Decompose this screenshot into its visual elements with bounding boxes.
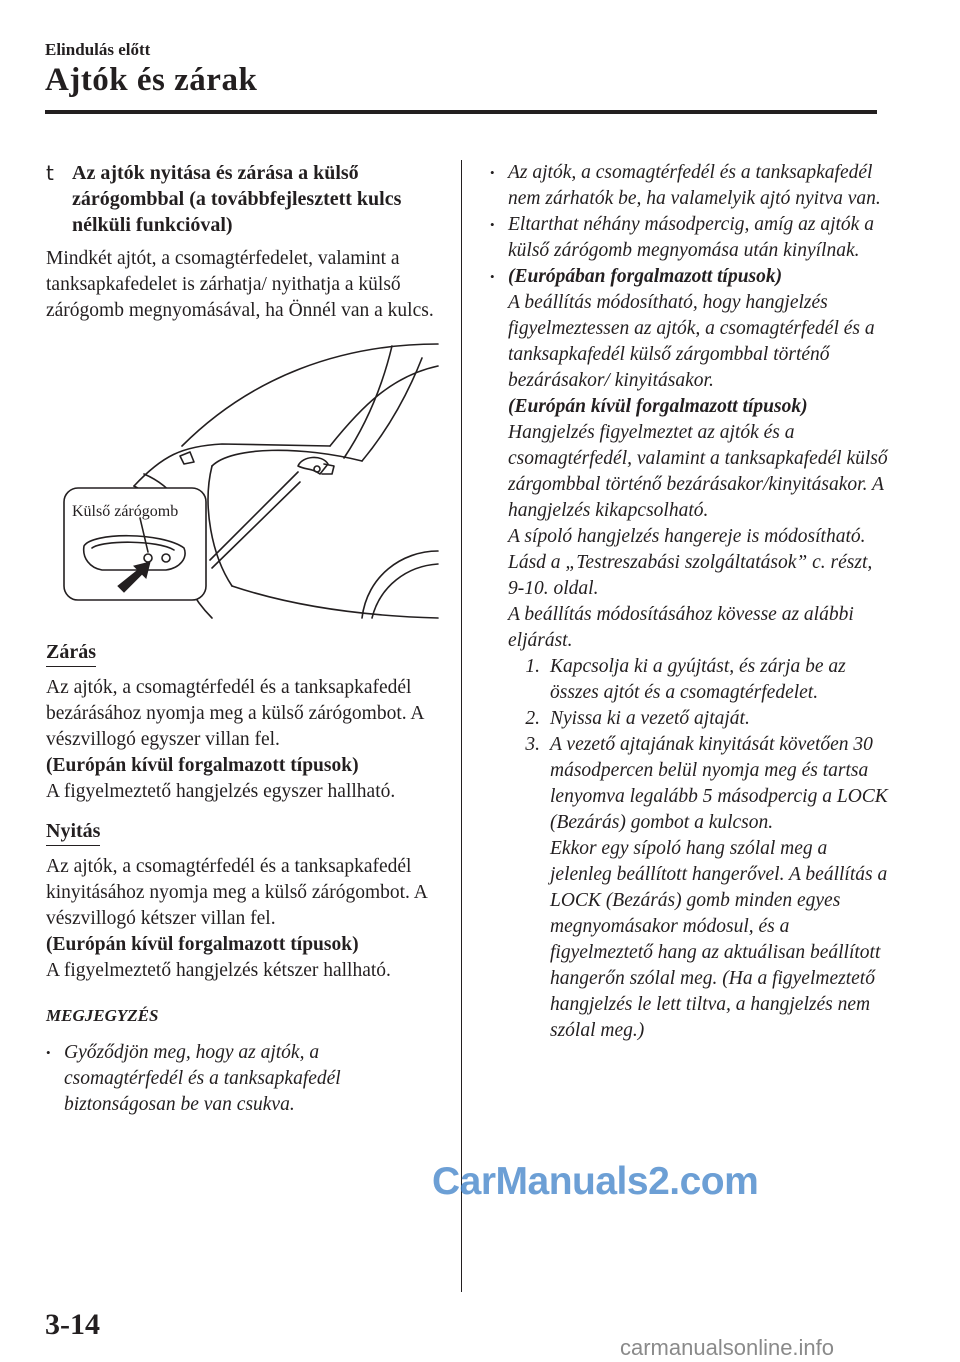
- eu-market-label: (Európában forgalmazott típusok): [508, 266, 783, 287]
- step-number: 1.: [525, 656, 540, 677]
- note-item: [46, 1040, 438, 1118]
- eu-market-text: A beállítás módosítható, hogy hangjelzés figyelmeztessen az ajtók, a csomagtérfedél és a tanksapkafedél külső zárgombbal történő bezárásakor/ kinyitásakor.: [508, 292, 875, 391]
- non-eu-market-text: Hangjelzés figyelmeztet az ajtók és a csomagtérfedél, valamint a tanksapkafedél külső zárgombbal történő bezárásakor/kinyitásakor. A hangjelzés kikapcsolható.: [508, 422, 888, 521]
- watermark-logo: CarManuals2.com: [432, 1160, 759, 1203]
- footer-site-link[interactable]: carmanualsonline.info: [620, 1335, 835, 1360]
- section-label: Elindulás előtt: [45, 40, 151, 59]
- procedure-step: [508, 732, 890, 1044]
- note-item: [490, 212, 890, 264]
- section-heading: [46, 160, 438, 238]
- opening-text: Az ajtók, a csomagtérfedél és a tanksapkafedél kinyitásához nyomja meg a külső zárógombot. A vészvillogó kétszer villan fel.: [46, 856, 427, 929]
- opening-subheading: Nyitás: [46, 819, 100, 846]
- step-number: 3.: [525, 734, 540, 755]
- note-item: [490, 160, 890, 212]
- bullet-dot-icon: •: [490, 165, 495, 180]
- note-item-text: Eltarthat néhány másodpercig, amíg az ajtók a külső zárógomb megnyomása után kinyílnak.: [508, 214, 874, 261]
- step-number: 2.: [525, 708, 540, 729]
- opening-market-label: (Európán kívül forgalmazott típusok): [46, 934, 359, 955]
- procedure-steps: [508, 654, 890, 1044]
- note-item-text: Az ajtók, a csomagtérfedél és a tanksapkafedél nem zárhatók be, ha valamelyik ajtó nyitva van.: [508, 162, 881, 209]
- header-rule: [45, 110, 877, 114]
- car-door-drawing: [62, 336, 442, 622]
- page-title: Ajtók és zárak: [45, 62, 258, 98]
- procedure-intro: A beállítás módosításához kövesse az alábbi eljárást.: [508, 604, 854, 651]
- left-column: [46, 160, 438, 1118]
- procedure-step: [508, 706, 890, 732]
- closing-market-text: A figyelmeztető hangjelzés egyszer hallható.: [46, 781, 396, 802]
- closing-subheading: Zárás: [46, 640, 96, 667]
- procedure-step: [508, 654, 890, 706]
- section-heading-text: Az ajtók nyitása és zárása a külső zárógombbal (a továbbfejlesztett kulcs nélküli funkcióval): [72, 162, 402, 236]
- non-eu-market-label: (Európán kívül forgalmazott típusok): [508, 396, 808, 417]
- note-item-text: Győződjön meg, hogy az ajtók, a csomagtérfedél és a tanksapkafedél biztonságosan be van csukva.: [64, 1042, 341, 1115]
- right-column: [490, 160, 890, 1044]
- column-divider: [461, 160, 462, 1292]
- page-number: 3-14: [45, 1308, 100, 1341]
- intro-paragraph: Mindkét ajtót, a csomagtérfedelet, valamint a tanksapkafedelet is zárhatja/ nyithatja a külső zárógomb megnyomásával, ha Önnél van a kulcs.: [46, 248, 434, 321]
- door-handle-illustration: [62, 336, 442, 622]
- opening-market-text: A figyelmeztető hangjelzés kétszer hallható.: [46, 960, 391, 981]
- note-heading: MEGJEGYZÉS: [46, 1006, 159, 1025]
- volume-text: A sípoló hangjelzés hangereje is módosítható. Lásd a „Testreszabási szolgáltatások” c. részt, 9-10. oldal.: [508, 526, 873, 599]
- bullet-dot-icon: •: [46, 1045, 51, 1060]
- closing-text: Az ajtók, a csomagtérfedél és a tanksapkafedél bezárásához nyomja meg a külső zárógombot. A vészvillogó egyszer villan fel.: [46, 677, 424, 750]
- note-item: [490, 264, 890, 1044]
- step-text: Kapcsolja ki a gyújtást, és zárja be az összes ajtót és a csomagtérfedelet.: [550, 656, 846, 703]
- bullet-dot-icon: •: [490, 269, 495, 284]
- closing-market-label: (Európán kívül forgalmazott típusok): [46, 755, 359, 776]
- step-3-extra-text: Ekkor egy sípoló hang szólal meg a jelenleg beállított hangerővel. A beállítás a LOCK (Bezárás) gomb minden egyes megnyomásakor módosul, és a figyelmeztető hang az aktuálisan beállított hangerőn szólal meg. (Ha a figyelmeztető hangjelzés le lett tiltva, a hangjelzés nem szólal meg.): [550, 838, 888, 1041]
- figure-callout-label: Külső zárógomb: [72, 503, 179, 520]
- step-3-text: A vezető ajtajának kinyitását követően 30 másodpercen belül nyomja meg és tartsa lenyomva legalább 5 másodpercig a LOCK (Bezárás) gombot a kulcson.: [550, 734, 888, 833]
- heading-bullet-icon: t: [46, 161, 54, 185]
- bullet-dot-icon: •: [490, 217, 495, 232]
- step-text: [550, 732, 890, 1044]
- step-text: Nyissa ki a vezető ajtaját.: [550, 708, 750, 729]
